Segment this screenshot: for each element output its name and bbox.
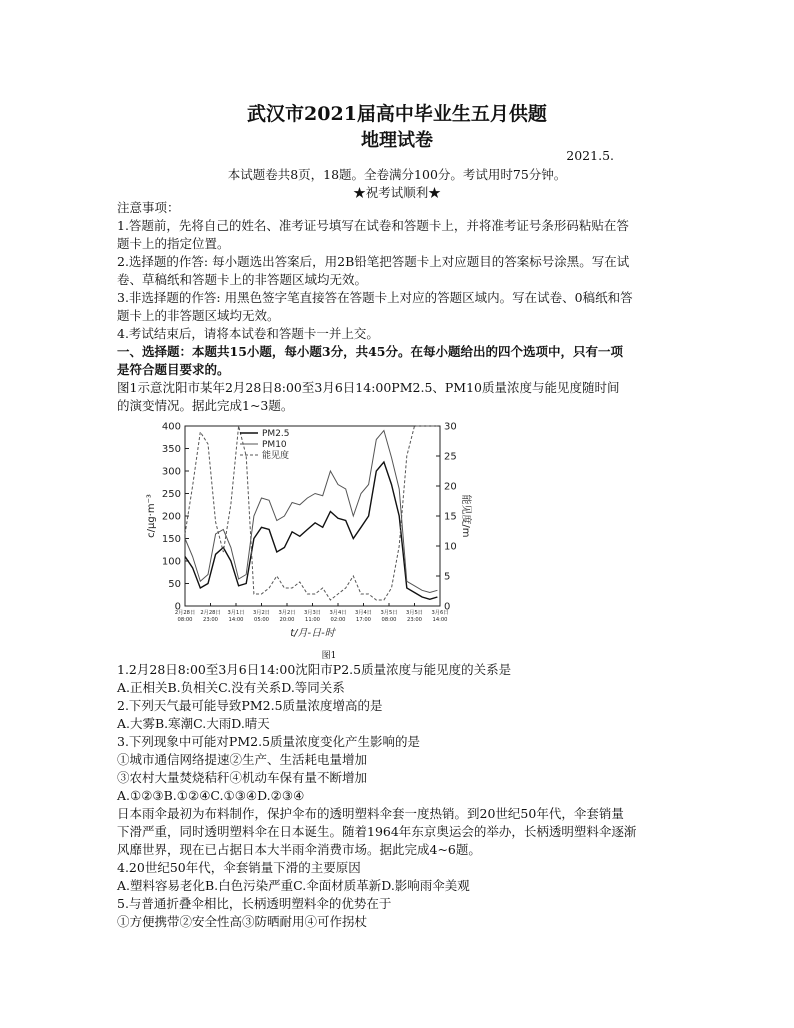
question-1-options: A.正相关B.负相关C.没有关系D.等同关系 [117, 680, 345, 695]
x-tick-label-time: 14:00 [228, 617, 244, 623]
y-left-tick-label: 100 [161, 556, 181, 568]
question-4-options: A.塑料容易老化B.白色污染严重C.伞面材质革新D.影响雨伞美观 [117, 878, 470, 893]
y-right-tick-label: 25 [444, 451, 457, 463]
figure-1-chart [140, 418, 490, 640]
legend-label: PM10 [262, 440, 287, 450]
note-line: 1.答题前，先将自己的姓名、准考证号填写在试卷和答题卡上，并将准考证号条形码粘贴在答 [117, 218, 629, 233]
x-axis-label: t/月-日-时 [290, 628, 335, 639]
question-3-item: ①城市通信网络提速②生产、生活耗电量增加 [117, 752, 368, 767]
x-tick-label-date: 3月3日 [304, 610, 321, 616]
x-tick-label-date: 3月4日 [355, 610, 372, 616]
notes-heading: 注意事项： [117, 200, 180, 215]
exam-wish: ★祝考试顺利★ [353, 185, 441, 200]
y-right-tick-label: 10 [444, 541, 457, 553]
y-right-tick-label: 20 [444, 481, 457, 493]
passage-line: 风靡世界，现在已占据日本大半雨伞消费市场。据此完成4~6题。 [117, 842, 481, 857]
y-left-tick-label: 50 [168, 579, 181, 590]
x-tick-label-date: 3月2日 [253, 610, 270, 616]
section-heading: 一、选择题：本题共15小题，每小题3分，共45分。在每小题给出的四个选项中，只有一项 [117, 344, 623, 359]
question-2: 2.下列天气最可能导致PM2.5质量浓度增高的是 [117, 698, 383, 713]
x-tick-label-time: 23:00 [407, 617, 422, 623]
x-tick-label-time: 14:00 [432, 617, 448, 623]
intro-line: 的演变情况。据此完成1~3题。 [117, 398, 294, 413]
question-5-item: ①方便携带②安全性高③防晒耐用④可作拐杖 [117, 914, 368, 929]
intro-line: 图1示意沈阳市某年2月28日8:00至3月6日14:00PM2.5、PM10质量浓度与能见度随时间 [117, 380, 620, 395]
x-tick-label-time: 17:00 [356, 617, 371, 623]
x-tick-label-time: 20:00 [279, 617, 295, 623]
x-tick-label-time: 23:00 [203, 617, 218, 623]
x-tick-label-date: 3月5日 [380, 610, 398, 616]
y-left-tick-label: 300 [161, 466, 181, 478]
note-line: 题卡上的指定位置。 [117, 236, 230, 251]
x-tick-label-date: 3月5日 [406, 610, 423, 616]
y-left-tick-label: 150 [161, 534, 181, 545]
questions-block [117, 661, 683, 931]
note-line: 2.选择题的作答: 每小题选出答案后，用2B铅笔把答题卡上对应题目的答案标号涂黑。写在试 [117, 254, 630, 269]
y-right-tick-label: 30 [444, 421, 457, 433]
x-tick-label-date: 3月4日 [329, 610, 347, 616]
y-left-tick-label: 200 [161, 511, 181, 523]
y-right-tick-label: 0 [444, 601, 451, 613]
x-tick-label-date: 2月28日 [174, 610, 196, 616]
y-left-axis-label: c/μg·m⁻³ [146, 494, 157, 538]
x-tick-label-date: 2月28日 [200, 610, 221, 616]
exam-date: 2021.5. [566, 148, 614, 163]
question-3-item: ③农村大量焚烧秸秆④机动车保有量不断增加 [117, 770, 368, 785]
question-4: 4.20世纪50年代，伞套销量下滑的主要原因 [117, 860, 361, 875]
exam-info: 本试题卷共8页，18题。全卷满分100分。考试用时75分钟。 [227, 167, 567, 182]
exam-title: 武汉市2021届高中毕业生五月供题 [247, 103, 547, 125]
question-3-options: A.①②③B.①②④C.①③④D.②③④ [117, 788, 305, 803]
note-line: 3.非选择题的作答: 用黑色签字笔直接答在答题卡上对应的答题区域内。写在试卷、0稿纸和答 [117, 290, 633, 305]
note-line: 卷、草稿纸和答题卡上的非答题区域均无效。 [117, 272, 368, 287]
exam-subtitle: 地理试卷 [361, 130, 433, 151]
series-line-visibility [185, 426, 437, 600]
x-tick-label-time: 08:00 [177, 617, 193, 623]
y-left-tick-label: 0 [174, 601, 181, 613]
x-tick-label-time: 08:00 [381, 617, 397, 623]
note-line: 题卡上的非答题区域均无效。 [117, 308, 280, 323]
passage-line: 日本雨伞最初为布料制作，保护伞布的透明塑料伞套一度热销。到20世纪50年代，伞套销量 [117, 806, 624, 821]
y-right-tick-label: 5 [444, 571, 451, 583]
x-tick-label-date: 3月6日 [431, 610, 449, 616]
y-left-tick-label: 250 [161, 489, 181, 500]
y-left-tick-label: 400 [161, 421, 181, 433]
question-1: 1.2月28日8:00至3月6日14:00沈阳市P2.5质量浓度与能见度的关系是 [117, 662, 512, 677]
series-line-pm25 [185, 462, 437, 599]
legend-label: 能见度 [262, 451, 290, 461]
y-left-tick-label: 350 [161, 444, 181, 455]
series-line-pm10 [185, 431, 437, 593]
x-tick-label-time: 02:00 [330, 617, 346, 623]
x-tick-label-date: 3月1日 [227, 610, 245, 616]
section-heading-cont: 是符合题目要求的。 [117, 362, 230, 377]
figure-caption: 图1 [321, 651, 337, 661]
question-5: 5.与普通折叠伞相比，长柄透明塑料伞的优势在于 [117, 896, 392, 911]
y-right-axis-label: 能见度/m [460, 494, 471, 538]
x-tick-label-time: 11:00 [305, 617, 320, 623]
x-tick-label-time: 05:00 [254, 617, 269, 623]
x-tick-label-date: 3月2日 [278, 610, 296, 616]
passage-line: 下滑严重，同时透明塑料伞在日本诞生。随着1964年东京奥运会的举办，长柄透明塑料伞逐渐 [117, 824, 637, 839]
legend-label: PM2.5 [262, 429, 290, 439]
question-3: 3.下列现象中可能对PM2.5质量浓度变化产生影响的是 [117, 734, 421, 749]
question-2-options: A.大雾B.寒潮C.大雨D.晴天 [117, 716, 270, 731]
y-right-tick-label: 15 [444, 511, 457, 523]
notes-block [117, 199, 683, 415]
note-line: 4.考试结束后，请将本试卷和答题卡一并上交。 [117, 326, 379, 341]
